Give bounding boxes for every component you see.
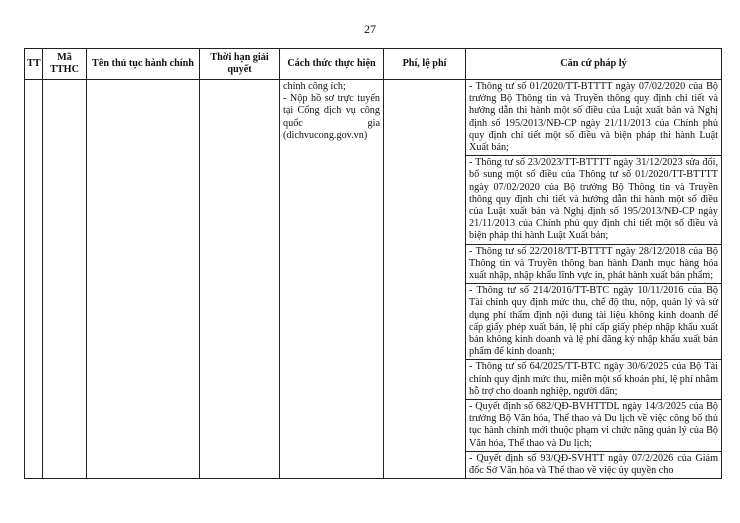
legal-basis-item: - Thông tư số 22/2018/TT-BTTTT ngày 28/12/2018 của Bộ Thông tin và Truyền thông ban hành Danh mục hàng hóa xuất nhập, nhập khẩu lĩnh vực in, phát hành xuất bản phẩm; <box>466 245 721 285</box>
cell-ma-tthc <box>43 80 87 479</box>
header-ma-tthc: Mã TTHC <box>43 49 87 80</box>
table-row <box>25 80 722 479</box>
cell-tt <box>25 80 43 479</box>
header-thoi-han: Thời hạn giải quyết <box>200 49 280 80</box>
legal-basis-item: - Thông tư số 23/2023/TT-BTTTT ngày 31/12/2023 sửa đổi, bổ sung một số điều của Thông tư số 01/2020/TT-BTTTT ngày 07/02/2020 của Bộ trưởng Bộ Thông tin và Truyền thông quy định chi tiết và hướng dẫn thi hành một số điều của Luật xuất bản và Nghị định số 195/2013/NĐ-CP ngày 21/11/2013 của Chính phủ quy định chi tiết một số điều và biện pháp thi hành Luật Xuất bản; <box>466 156 721 244</box>
cell-thoi-han <box>200 80 280 479</box>
cell-phi-le-phi <box>384 80 466 479</box>
legal-basis-item: - Quyết định số 93/QĐ-SVHTT ngày 07/2/2026 của Giám đốc Sở Văn hóa và Thể thao về việc ủy quyền cho <box>469 452 718 477</box>
table-header-row <box>25 49 722 80</box>
method-line: chính công ích; <box>283 81 346 92</box>
page-number: 27 <box>364 22 376 36</box>
legal-basis-item: - Thông tư số 01/2020/TT-BTTTT ngày 07/02/2020 của Bộ trưởng Bộ Thông tin và Truyền thông quy định chi tiết và hướng dẫn thi hành một số điều của Luật xuất bản và Nghị định số 195/2013/NĐ-CP ngày 21/11/2013 của Chính phủ quy định chi tiết một số điều và biện pháp thi hành Luật Xuất bản; <box>466 80 721 156</box>
header-phi-le-phi: Phí, lệ phí <box>384 49 466 80</box>
header-can-cu: Căn cứ pháp lý <box>466 49 722 80</box>
header-cach-thuc: Cách thức thực hiện <box>280 49 384 80</box>
header-tt: TT <box>25 49 43 80</box>
cell-ten-thu-tuc <box>87 80 200 479</box>
header-ten-thu-tuc: Tên thủ tục hành chính <box>87 49 200 80</box>
legal-basis-item: - Thông tư số 64/2025/TT-BTC ngày 30/6/2025 của Bộ Tài chính quy định mức thu, miễn một số khoản phí, lệ phí nhằm hỗ trợ cho doanh nghiệp, người dân; <box>466 360 721 400</box>
legal-basis-item: - Thông tư số 214/2016/TT-BTC ngày 10/11/2016 của Bộ Tài chính quy định mức thu, chế độ thu, nộp, quản lý và sử dụng phí thẩm định nội dung tài liệu không kinh doanh để cấp giấy phép xuất bản, lệ phí cấp giấy phép nhập khẩu xuất bản không kinh doanh và lệ phí đăng ký nhập khẩu xuất bản phẩm để kinh doanh; <box>466 284 721 360</box>
method-line: - Nộp hồ sơ trực tuyến tại Cổng dịch vụ công quốc gia (dichvucong.gov.vn) <box>283 93 380 141</box>
legal-basis-item: - Quyết định số 682/QĐ-BVHTTDL ngày 14/3/2025 của Bộ trưởng Bộ Văn hóa, Thể thao và Du lịch về việc công bố thủ tục hành chính mới thuộc phạm vi chức năng quản lý của Bộ Văn hóa, Thể thao và Du lịch; <box>466 400 721 452</box>
cell-cach-thuc <box>280 80 384 479</box>
procedure-table <box>24 48 722 479</box>
cell-can-cu <box>466 80 722 479</box>
